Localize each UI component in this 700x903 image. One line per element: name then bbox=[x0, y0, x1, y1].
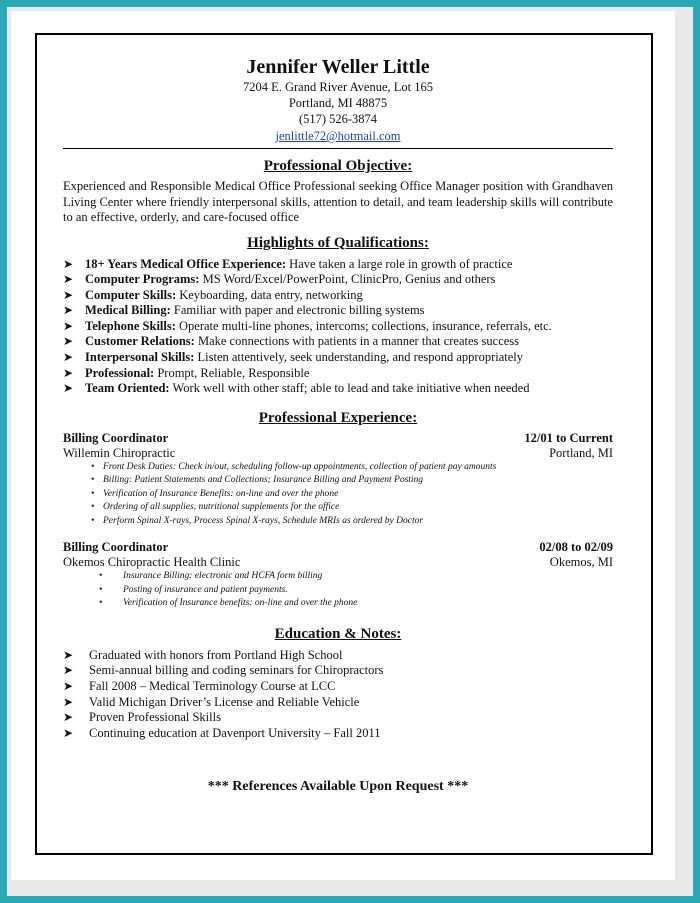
bullet-icon: • bbox=[99, 571, 103, 582]
job-entry bbox=[63, 540, 613, 611]
education-item: ➤ Graduated with honors from Portland High School bbox=[63, 647, 343, 662]
duty-item: • Front Desk Duties: Check in/out, scheduling follow-up appointments, collection of patient pay amounts bbox=[63, 461, 613, 475]
education-list bbox=[63, 648, 613, 742]
arrow-bullet-icon: ➤ bbox=[63, 694, 74, 709]
duty-item: • Insurance Billing: electronic and HCFA form billing bbox=[63, 570, 613, 584]
applicant-name: Jennifer Weller Little bbox=[246, 56, 430, 78]
highlight-item: ➤ 18+ Years Medical Office Experience: Have taken a large role in growth of practice bbox=[63, 256, 513, 271]
bullet-icon: • bbox=[91, 502, 95, 513]
arrow-bullet-icon: ➤ bbox=[63, 318, 74, 333]
arrow-bullet-icon: ➤ bbox=[63, 381, 74, 396]
objective-heading: Professional Objective: bbox=[263, 158, 413, 174]
arrow-bullet-icon: ➤ bbox=[63, 287, 74, 302]
duty-item: • Verification of Insurance Benefits: on-line and over the phone bbox=[63, 488, 613, 502]
highlight-item: ➤ Professional: Prompt, Reliable, Responsible bbox=[63, 365, 310, 380]
education-item: ➤ Fall 2008 – Medical Terminology Course at LCC bbox=[63, 679, 336, 694]
highlight-item: ➤ Computer Programs: MS Word/Excel/PowerPoint, ClinicPro, Genius and others bbox=[63, 272, 496, 287]
duties-list bbox=[63, 570, 613, 611]
arrow-bullet-icon: ➤ bbox=[63, 272, 74, 287]
job-location: Okemos, MI bbox=[549, 555, 613, 570]
highlight-item: ➤ Interpersonal Skills: Listen attentively, seek understanding, and respond appropriately bbox=[63, 350, 523, 365]
duty-item: • Perform Spinal X-rays, Process Spinal X-rays, Schedule MRIs as ordered by Doctor bbox=[63, 515, 613, 529]
job-dates: 02/08 to 02/09 bbox=[539, 540, 613, 555]
arrow-bullet-icon: ➤ bbox=[63, 710, 74, 725]
highlight-item: ➤ Medical Billing: Familiar with paper and electronic billing systems bbox=[63, 303, 425, 318]
arrow-bullet-icon: ➤ bbox=[63, 256, 74, 271]
objective-text: Experienced and Responsible Medical Office Professional seeking Office Manager position with Grandhaven Living Center where friendly interpersonal skills, attention to detail, and team leadership skills will contribute to an effective, orderly, and care-focused office bbox=[63, 179, 613, 224]
highlight-item: ➤ Telephone Skills: Operate multi-line phones, intercoms; collections, insurance, referrals, etc. bbox=[63, 318, 552, 333]
education-item: ➤ Valid Michigan Driver’s License and Reliable Vehicle bbox=[63, 694, 360, 709]
bullet-icon: • bbox=[91, 475, 95, 486]
job-title: Billing Coordinator bbox=[63, 430, 169, 445]
duty-item: • Verification of Insurance benefits: on-line and over the phone bbox=[63, 597, 613, 611]
experience-heading: Professional Experience: bbox=[258, 409, 418, 426]
highlight-item: ➤ Customer Relations: Make connections with patients in a manner that creates success bbox=[63, 334, 520, 349]
arrow-bullet-icon: ➤ bbox=[63, 303, 74, 318]
job-location: Portland, MI bbox=[549, 445, 613, 460]
bullet-icon: • bbox=[91, 515, 95, 526]
header-divider bbox=[63, 148, 613, 149]
highlights-list bbox=[63, 257, 613, 397]
resume-header bbox=[63, 55, 613, 145]
bullet-icon: • bbox=[91, 488, 95, 499]
arrow-bullet-icon: ➤ bbox=[63, 350, 74, 365]
highlight-item: ➤ Team Oriented: Work well with other staff; able to lead and take initiative when needed bbox=[63, 381, 530, 396]
education-heading: Education & Notes: bbox=[274, 625, 402, 642]
education-item: ➤ Continuing education at Davenport University – Fall 2011 bbox=[63, 725, 381, 740]
job-title: Billing Coordinator bbox=[63, 540, 169, 555]
resume-content bbox=[63, 55, 613, 795]
arrow-bullet-icon: ➤ bbox=[63, 725, 74, 740]
job-entry bbox=[63, 431, 613, 529]
arrow-bullet-icon: ➤ bbox=[63, 679, 74, 694]
address-line-1: 7204 E. Grand River Avenue, Lot 165 bbox=[242, 80, 433, 94]
employer-name: Willemin Chiropractic bbox=[63, 445, 176, 460]
job-dates: 12/01 to Current bbox=[524, 430, 613, 445]
duties-list bbox=[63, 461, 613, 529]
duty-item: • Billing: Patient Statements and Collections; Insurance Billing and Payment Posting bbox=[63, 474, 613, 488]
references-note: *** References Available Upon Request *** bbox=[207, 779, 469, 795]
highlights-heading: Highlights of Qualifications: bbox=[247, 234, 429, 251]
arrow-bullet-icon: ➤ bbox=[63, 334, 74, 349]
bullet-icon: • bbox=[99, 598, 103, 609]
bullet-icon: • bbox=[91, 461, 95, 472]
arrow-bullet-icon: ➤ bbox=[63, 365, 74, 380]
arrow-bullet-icon: ➤ bbox=[63, 663, 74, 678]
bullet-icon: • bbox=[99, 584, 103, 595]
employer-name: Okemos Chiropractic Health Clinic bbox=[63, 555, 241, 570]
education-item: ➤ Proven Professional Skills bbox=[63, 710, 221, 725]
email-link[interactable]: jenlittle72@hotmail.com bbox=[275, 129, 401, 143]
duty-item: • Ordering of all supplies, nutritional supplements for the office bbox=[63, 501, 613, 515]
duty-item: • Posting of insurance and patient payments. bbox=[63, 584, 613, 598]
address-line-2: Portland, MI 48875 bbox=[288, 96, 388, 110]
highlight-item: ➤ Computer Skills: Keyboarding, data entry, networking bbox=[63, 287, 363, 302]
phone-number: (517) 526-3874 bbox=[298, 112, 378, 126]
arrow-bullet-icon: ➤ bbox=[63, 647, 74, 662]
education-item: ➤ Semi-annual billing and coding seminars for Chiropractors bbox=[63, 663, 384, 678]
